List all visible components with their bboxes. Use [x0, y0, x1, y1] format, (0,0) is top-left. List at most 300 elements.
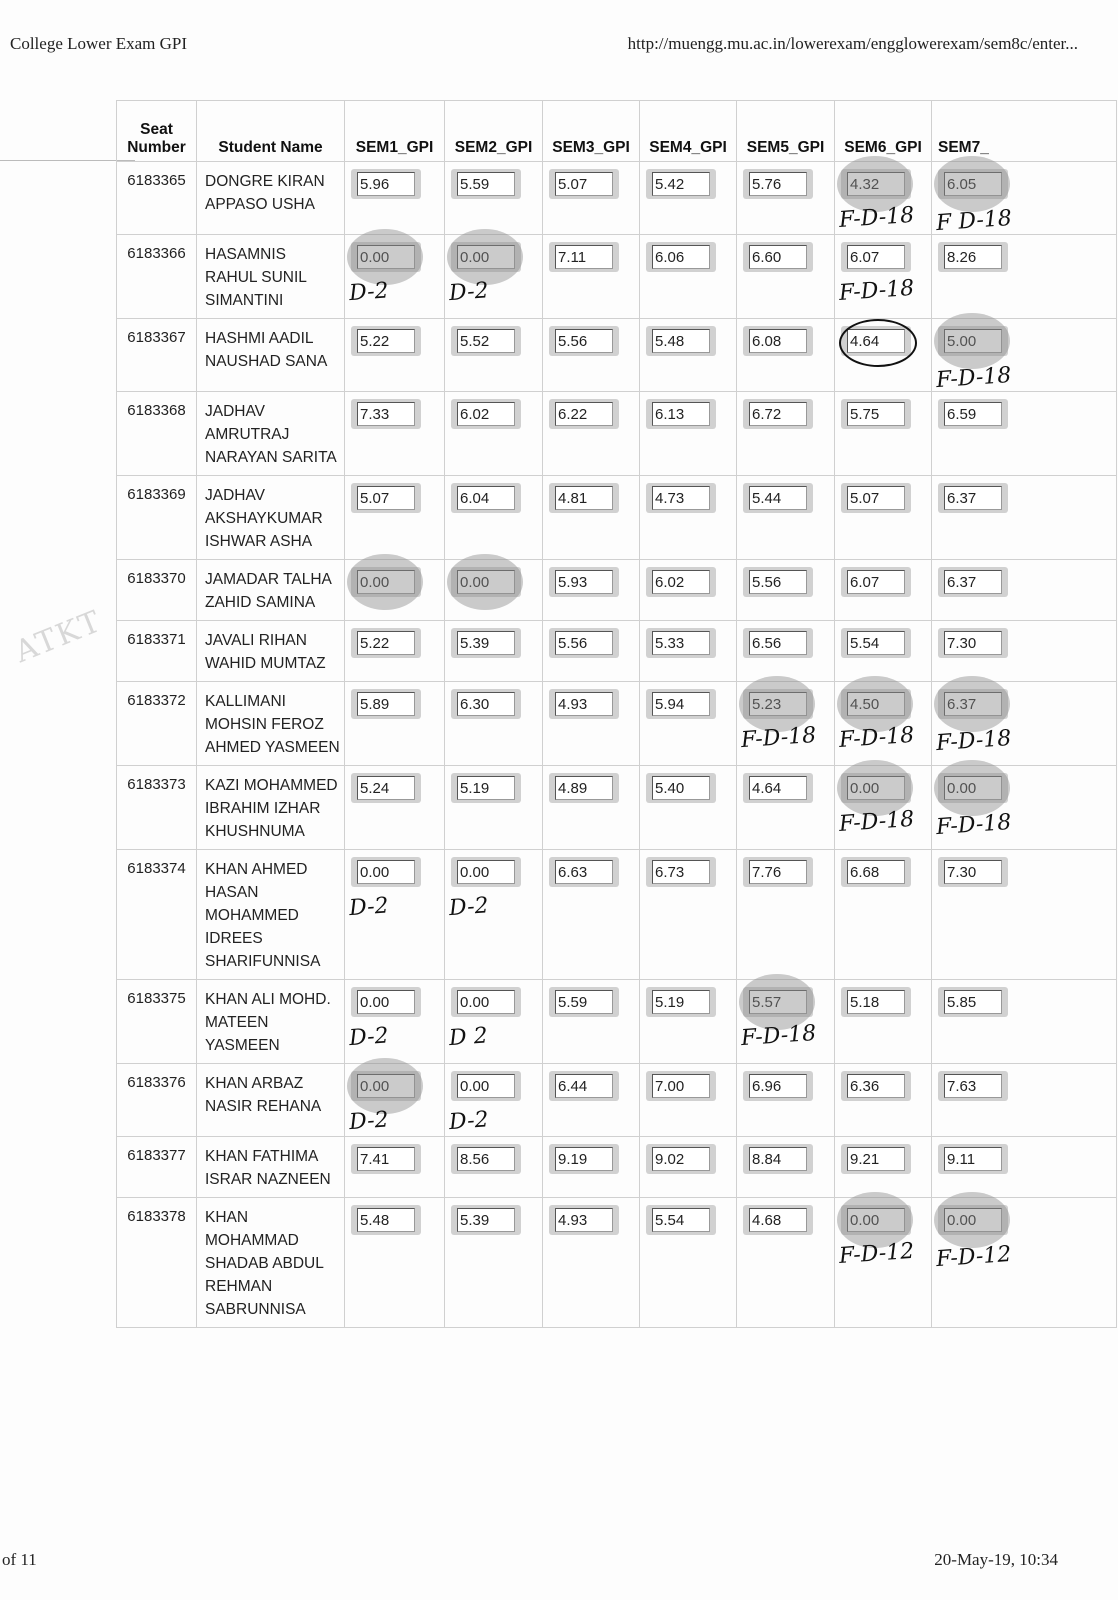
- gpi-input-sem3[interactable]: [555, 990, 613, 1014]
- handwritten-note: F-D-18: [935, 725, 1013, 757]
- gpi-input-sem3[interactable]: [555, 860, 613, 884]
- student-name: KAZI MOHAMMED IBRAHIM IZHAR KHUSHNUMA: [197, 766, 345, 850]
- gpi-box: [357, 402, 415, 428]
- gpi-box: [652, 776, 710, 802]
- gpi-input-sem7[interactable]: [944, 570, 1002, 594]
- gpi-box: [652, 1208, 710, 1234]
- table-row: [117, 850, 1117, 980]
- gpi-input-sem4[interactable]: [652, 1208, 710, 1232]
- gpi-cell-sem6: [835, 621, 932, 682]
- gpi-box: [847, 402, 905, 428]
- handwritten-note: F-D-12: [838, 1238, 915, 1270]
- header-row: [117, 101, 1117, 162]
- gpi-cell-sem7: [932, 850, 1117, 980]
- gpi-input-sem1[interactable]: [357, 1147, 415, 1171]
- gpi-cell-sem3: [543, 980, 640, 1064]
- gpi-box: [944, 329, 1002, 355]
- student-name: JAVALI RIHAN WAHID MUMTAZ: [197, 621, 345, 682]
- gpi-input-sem4[interactable]: [652, 486, 710, 510]
- gpi-input-sem6[interactable]: [847, 860, 905, 884]
- gpi-cell-sem1: [345, 319, 445, 392]
- gpi-input-sem5[interactable]: [749, 631, 807, 655]
- gpi-cell-sem6: [835, 476, 932, 560]
- gpi-box: [555, 631, 613, 657]
- gpi-box: [944, 245, 1002, 271]
- col-sem2: SEM2_GPI: [445, 101, 543, 162]
- gpi-input-sem2[interactable]: [457, 570, 515, 594]
- gpi-input-sem3[interactable]: [555, 172, 613, 196]
- gpi-box: [944, 570, 1002, 596]
- gpi-input-sem3[interactable]: [555, 245, 613, 269]
- gpi-cell-sem7: [932, 476, 1117, 560]
- seat-number: 6183370: [117, 560, 197, 621]
- gpi-box: [555, 990, 613, 1016]
- gpi-box: [652, 692, 710, 718]
- gpi-input-sem7[interactable]: [944, 172, 1002, 196]
- gpi-input-sem6[interactable]: [847, 402, 905, 426]
- table-row: [117, 980, 1117, 1064]
- handwritten-note: F-D-12: [935, 1241, 1013, 1273]
- gpi-input-sem4[interactable]: [652, 990, 710, 1014]
- gpi-input-sem4[interactable]: [652, 1074, 710, 1098]
- gpi-input-sem5[interactable]: [749, 776, 807, 800]
- gpi-box: [457, 631, 515, 657]
- gpi-box: [749, 776, 807, 802]
- gpi-input-sem3[interactable]: [555, 486, 613, 510]
- gpi-box: [847, 990, 905, 1016]
- gpi-box: [357, 245, 415, 271]
- student-name: HASHMI AADIL NAUSHAD SANA: [197, 319, 345, 392]
- gpi-input-sem6[interactable]: [847, 1147, 905, 1171]
- gpi-box: [457, 692, 515, 718]
- handwritten-note: D-2: [348, 893, 390, 922]
- seat-number: 6183375: [117, 980, 197, 1064]
- gpi-input-sem4[interactable]: [652, 172, 710, 196]
- handwritten-note: D-2: [348, 1023, 390, 1052]
- gpi-box: [847, 692, 905, 718]
- gpi-box: [652, 631, 710, 657]
- gpi-input-sem7[interactable]: [944, 990, 1002, 1014]
- gpi-cell-sem3: [543, 621, 640, 682]
- gpi-input-sem5[interactable]: [749, 990, 807, 1014]
- gpi-input-sem4[interactable]: [652, 402, 710, 426]
- gpi-input-sem4[interactable]: [652, 692, 710, 716]
- gpi-cell-sem6: [835, 235, 932, 319]
- gpi-box: [357, 329, 415, 355]
- gpi-cell-sem4: [640, 682, 737, 766]
- gpi-input-sem1[interactable]: [357, 1208, 415, 1232]
- gpi-box: [555, 860, 613, 886]
- gpi-cell-sem5: [737, 1198, 835, 1328]
- gpi-cell-sem1: [345, 850, 445, 980]
- gpi-box: [357, 1147, 415, 1173]
- gpi-cell-sem2: [445, 162, 543, 235]
- gpi-input-sem3[interactable]: [555, 1147, 613, 1171]
- gpi-cell-sem3: [543, 235, 640, 319]
- student-name: KALLIMANI MOHSIN FEROZ AHMED YASMEEN: [197, 682, 345, 766]
- gpi-cell-sem2: [445, 766, 543, 850]
- gpi-cell-sem3: [543, 560, 640, 621]
- gpi-cell-sem4: [640, 162, 737, 235]
- table-row: [117, 235, 1117, 319]
- gpi-cell-sem4: [640, 766, 737, 850]
- gpi-box: [652, 860, 710, 886]
- gpi-cell-sem1: [345, 980, 445, 1064]
- handwritten-note: F-D-18: [740, 722, 817, 754]
- gpi-input-sem3[interactable]: [555, 692, 613, 716]
- seat-number: 6183365: [117, 162, 197, 235]
- gpi-box: [944, 692, 1002, 718]
- print-header: [10, 34, 1078, 58]
- gpi-input-sem5[interactable]: [749, 245, 807, 269]
- gpi-box: [749, 486, 807, 512]
- gpi-cell-sem7: [932, 1137, 1117, 1198]
- gpi-input-sem1[interactable]: [357, 692, 415, 716]
- gpi-box: [749, 631, 807, 657]
- table-row: [117, 621, 1117, 682]
- gpi-box: [555, 570, 613, 596]
- gpi-cell-sem1: [345, 235, 445, 319]
- gpi-cell-sem1: [345, 1064, 445, 1137]
- gpi-cell-sem3: [543, 476, 640, 560]
- gpi-input-sem7[interactable]: [944, 631, 1002, 655]
- gpi-cell-sem5: [737, 980, 835, 1064]
- gpi-input-sem1[interactable]: [357, 1074, 415, 1098]
- gpi-box: [555, 776, 613, 802]
- gpi-box: [457, 776, 515, 802]
- gpi-cell-sem3: [543, 1198, 640, 1328]
- gpi-cell-sem2: [445, 621, 543, 682]
- gpi-input-sem6[interactable]: [847, 570, 905, 594]
- gpi-box: [944, 1074, 1002, 1100]
- gpi-input-sem5[interactable]: [749, 570, 807, 594]
- gpi-cell-sem6: [835, 1137, 932, 1198]
- gpi-input-sem5[interactable]: [749, 402, 807, 426]
- gpi-cell-sem7: [932, 682, 1117, 766]
- gpi-cell-sem1: [345, 621, 445, 682]
- gpi-cell-sem6: [835, 766, 932, 850]
- gpi-box: [457, 990, 515, 1016]
- gpi-input-sem1[interactable]: [357, 631, 415, 655]
- gpi-cell-sem2: [445, 850, 543, 980]
- gpi-cell-sem5: [737, 476, 835, 560]
- seat-number: 6183371: [117, 621, 197, 682]
- handwritten-note: F-D-18: [838, 722, 915, 754]
- gpi-box: [357, 631, 415, 657]
- gpi-cell-sem7: [932, 319, 1117, 392]
- gpi-input-sem6[interactable]: [847, 1208, 905, 1232]
- gpi-box: [749, 692, 807, 718]
- gpi-cell-sem6: [835, 392, 932, 476]
- handwritten-note: F-D-18: [838, 806, 915, 838]
- gpi-cell-sem2: [445, 1137, 543, 1198]
- gpi-input-sem6[interactable]: [847, 172, 905, 196]
- table-row: [117, 682, 1117, 766]
- gpi-cell-sem6: [835, 162, 932, 235]
- divider: [0, 160, 135, 161]
- gpi-input-sem5[interactable]: [749, 329, 807, 353]
- table-row: [117, 392, 1117, 476]
- gpi-input-sem6[interactable]: [847, 692, 905, 716]
- gpi-box: [847, 329, 905, 355]
- gpi-input-sem7[interactable]: [944, 860, 1002, 884]
- gpi-box: [555, 1147, 613, 1173]
- gpi-input-sem5[interactable]: [749, 1208, 807, 1232]
- gpi-cell-sem5: [737, 766, 835, 850]
- gpi-box: [944, 172, 1002, 198]
- seat-number: 6183368: [117, 392, 197, 476]
- gpi-input-sem3[interactable]: [555, 402, 613, 426]
- handwritten-note: D-2: [348, 278, 390, 307]
- gpi-cell-sem5: [737, 560, 835, 621]
- gpi-cell-sem5: [737, 1064, 835, 1137]
- gpi-input-sem7[interactable]: [944, 486, 1002, 510]
- gpi-input-sem4[interactable]: [652, 245, 710, 269]
- gpi-input-sem3[interactable]: [555, 1208, 613, 1232]
- student-name: JADHAV AMRUTRAJ NARAYAN SARITA: [197, 392, 345, 476]
- gpi-cell-sem6: [835, 1064, 932, 1137]
- gpi-input-sem1[interactable]: [357, 329, 415, 353]
- gpi-box: [944, 631, 1002, 657]
- gpi-cell-sem3: [543, 319, 640, 392]
- student-name: KHAN ARBAZ NASIR REHANA: [197, 1064, 345, 1137]
- gpi-box: [555, 1074, 613, 1100]
- gpi-cell-sem1: [345, 476, 445, 560]
- table-row: [117, 476, 1117, 560]
- gpi-box: [847, 245, 905, 271]
- seat-number: 6183373: [117, 766, 197, 850]
- gpi-box: [944, 402, 1002, 428]
- gpi-cell-sem1: [345, 560, 445, 621]
- gpi-input-sem4[interactable]: [652, 570, 710, 594]
- gpi-input-sem4[interactable]: [652, 1147, 710, 1171]
- gpi-input-sem1[interactable]: [357, 245, 415, 269]
- handwritten-note: D 2: [448, 1023, 489, 1052]
- gpi-input-sem7[interactable]: [944, 776, 1002, 800]
- gpi-input-sem7[interactable]: [944, 692, 1002, 716]
- gpi-cell-sem1: [345, 682, 445, 766]
- gpi-input-sem3[interactable]: [555, 776, 613, 800]
- gpi-cell-sem7: [932, 980, 1117, 1064]
- gpi-cell-sem4: [640, 319, 737, 392]
- gpi-input-sem1[interactable]: [357, 990, 415, 1014]
- table-row: [117, 319, 1117, 392]
- seat-number: 6183372: [117, 682, 197, 766]
- gpi-box: [944, 860, 1002, 886]
- handwritten-note: F-D-18: [740, 1020, 817, 1052]
- gpi-input-sem2[interactable]: [457, 692, 515, 716]
- seat-number: 6183374: [117, 850, 197, 980]
- handwritten-note: F-D-18: [935, 362, 1013, 394]
- gpi-input-sem4[interactable]: [652, 860, 710, 884]
- gpi-input-sem2[interactable]: [457, 1147, 515, 1171]
- gpi-cell-sem5: [737, 319, 835, 392]
- gpi-cell-sem4: [640, 1198, 737, 1328]
- gpi-input-sem2[interactable]: [457, 990, 515, 1014]
- gpi-input-sem1[interactable]: [357, 860, 415, 884]
- gpi-box: [555, 329, 613, 355]
- gpi-input-sem2[interactable]: [457, 329, 515, 353]
- gpi-input-sem7[interactable]: [944, 1147, 1002, 1171]
- handwritten-note: F D-18: [935, 205, 1013, 237]
- gpi-input-sem6[interactable]: [847, 329, 905, 353]
- gpi-input-sem4[interactable]: [652, 776, 710, 800]
- gpi-box: [555, 486, 613, 512]
- gpi-box: [457, 1208, 515, 1234]
- gpi-box: [457, 172, 515, 198]
- gpi-cell-sem5: [737, 235, 835, 319]
- gpi-input-sem6[interactable]: [847, 776, 905, 800]
- gpi-cell-sem4: [640, 476, 737, 560]
- page-count: of 11: [2, 1550, 37, 1569]
- gpi-input-sem1[interactable]: [357, 776, 415, 800]
- gpi-box: [749, 990, 807, 1016]
- gpi-box: [847, 1074, 905, 1100]
- gpi-input-sem1[interactable]: [357, 486, 415, 510]
- gpi-input-sem5[interactable]: [749, 486, 807, 510]
- handwritten-note: D-2: [448, 278, 490, 307]
- gpi-input-sem5[interactable]: [749, 1074, 807, 1098]
- gpi-input-sem2[interactable]: [457, 776, 515, 800]
- table-row: [117, 560, 1117, 621]
- gpi-box: [749, 1074, 807, 1100]
- gpi-input-sem5[interactable]: [749, 1147, 807, 1171]
- gpi-box: [457, 860, 515, 886]
- gpi-input-sem7[interactable]: [944, 402, 1002, 426]
- gpi-cell-sem1: [345, 1137, 445, 1198]
- col-sem4: SEM4_GPI: [640, 101, 737, 162]
- gpi-box: [555, 692, 613, 718]
- gpi-cell-sem6: [835, 319, 932, 392]
- gpi-input-sem5[interactable]: [749, 692, 807, 716]
- gpi-cell-sem7: [932, 560, 1117, 621]
- gpi-box: [652, 329, 710, 355]
- gpi-input-sem2[interactable]: [457, 402, 515, 426]
- faded-stamp: ATKT: [10, 603, 108, 671]
- gpi-box: [749, 570, 807, 596]
- gpi-cell-sem7: [932, 1064, 1117, 1137]
- student-name: JAMADAR TALHA ZAHID SAMINA: [197, 560, 345, 621]
- gpi-box: [847, 631, 905, 657]
- gpi-box: [944, 1147, 1002, 1173]
- gpi-cell-sem2: [445, 392, 543, 476]
- gpi-box: [555, 1208, 613, 1234]
- page-title: College Lower Exam GPI: [10, 34, 188, 53]
- gpi-box: [749, 245, 807, 271]
- gpi-box: [652, 1147, 710, 1173]
- gpi-cell-sem7: [932, 235, 1117, 319]
- gpi-input-sem2[interactable]: [457, 245, 515, 269]
- gpi-cell-sem5: [737, 850, 835, 980]
- table-row: [117, 1064, 1117, 1137]
- seat-number: 6183377: [117, 1137, 197, 1198]
- gpi-input-sem7[interactable]: [944, 245, 1002, 269]
- gpi-cell-sem2: [445, 560, 543, 621]
- seat-number: 6183369: [117, 476, 197, 560]
- gpi-input-sem6[interactable]: [847, 245, 905, 269]
- gpi-box: [847, 1208, 905, 1234]
- gpi-cell-sem2: [445, 319, 543, 392]
- gpi-input-sem1[interactable]: [357, 402, 415, 426]
- gpi-input-sem7[interactable]: [944, 329, 1002, 353]
- gpi-box: [357, 776, 415, 802]
- gpi-input-sem2[interactable]: [457, 1208, 515, 1232]
- student-name: DONGRE KIRAN APPASO USHA: [197, 162, 345, 235]
- gpi-input-sem5[interactable]: [749, 172, 807, 196]
- gpi-cell-sem7: [932, 621, 1117, 682]
- table-row: [117, 1137, 1117, 1198]
- gpi-cell-sem4: [640, 621, 737, 682]
- gpi-input-sem4[interactable]: [652, 329, 710, 353]
- gpi-cell-sem3: [543, 1064, 640, 1137]
- gpi-input-sem4[interactable]: [652, 631, 710, 655]
- gpi-input-sem2[interactable]: [457, 1074, 515, 1098]
- gpi-box: [457, 245, 515, 271]
- gpi-cell-sem3: [543, 162, 640, 235]
- gpi-input-sem3[interactable]: [555, 329, 613, 353]
- gpi-input-sem7[interactable]: [944, 1074, 1002, 1098]
- seat-number: 6183376: [117, 1064, 197, 1137]
- gpi-cell-sem4: [640, 560, 737, 621]
- handwritten-note: D-2: [448, 1107, 490, 1136]
- handwritten-note: F-D-18: [935, 809, 1013, 841]
- gpi-input-sem6[interactable]: [847, 631, 905, 655]
- gpi-input-sem7[interactable]: [944, 1208, 1002, 1232]
- gpi-input-sem3[interactable]: [555, 570, 613, 594]
- student-name: KHAN MOHAMMAD SHADAB ABDUL REHMAN SABRUNNISA: [197, 1198, 345, 1328]
- gpi-cell-sem3: [543, 392, 640, 476]
- gpi-cell-sem6: [835, 682, 932, 766]
- gpi-input-sem3[interactable]: [555, 1074, 613, 1098]
- gpi-table: [116, 100, 1117, 1328]
- gpi-box: [555, 245, 613, 271]
- gpi-input-sem2[interactable]: [457, 172, 515, 196]
- gpi-box: [457, 402, 515, 428]
- gpi-cell-sem3: [543, 1137, 640, 1198]
- gpi-input-sem6[interactable]: [847, 990, 905, 1014]
- gpi-box: [357, 1074, 415, 1100]
- gpi-box: [749, 329, 807, 355]
- gpi-cell-sem5: [737, 162, 835, 235]
- gpi-box: [457, 1074, 515, 1100]
- gpi-input-sem6[interactable]: [847, 1074, 905, 1098]
- gpi-box: [357, 692, 415, 718]
- student-name: HASAMNIS RAHUL SUNIL SIMANTINI: [197, 235, 345, 319]
- gpi-input-sem5[interactable]: [749, 860, 807, 884]
- handwritten-note: D-2: [348, 1107, 390, 1136]
- gpi-box: [457, 486, 515, 512]
- gpi-cell-sem1: [345, 162, 445, 235]
- gpi-cell-sem1: [345, 392, 445, 476]
- gpi-input-sem1[interactable]: [357, 570, 415, 594]
- gpi-cell-sem4: [640, 1064, 737, 1137]
- gpi-box: [847, 1147, 905, 1173]
- gpi-input-sem3[interactable]: [555, 631, 613, 655]
- print-datetime: 20-May-19, 10:34: [934, 1550, 1058, 1569]
- gpi-input-sem2[interactable]: [457, 486, 515, 510]
- gpi-input-sem2[interactable]: [457, 631, 515, 655]
- gpi-input-sem6[interactable]: [847, 486, 905, 510]
- gpi-box: [944, 990, 1002, 1016]
- gpi-input-sem2[interactable]: [457, 860, 515, 884]
- gpi-box: [847, 172, 905, 198]
- gpi-input-sem1[interactable]: [357, 172, 415, 196]
- gpi-cell-sem4: [640, 850, 737, 980]
- seat-number: 6183378: [117, 1198, 197, 1328]
- handwritten-note: F-D-18: [838, 202, 915, 234]
- table-row: [117, 1198, 1117, 1328]
- gpi-box: [749, 402, 807, 428]
